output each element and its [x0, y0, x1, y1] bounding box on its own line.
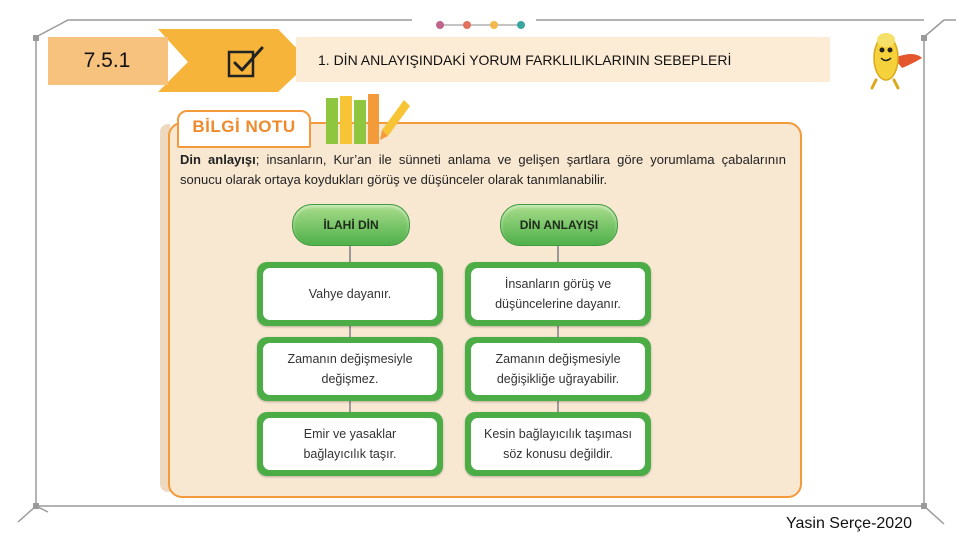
right-item-3-text: Kesin bağlayıcılık taşıması söz konusu değildir. — [471, 418, 645, 470]
left-item-3-text: Emir ve yasaklar bağlayıcılık taşır. — [263, 418, 437, 470]
left-item-3 — [257, 412, 443, 476]
right-column-heading: DİN ANLAYIŞI — [500, 204, 618, 246]
info-tab-label: BİLGİ NOTU — [192, 117, 296, 136]
mascot-icon — [856, 28, 926, 92]
definition-text — [180, 150, 786, 190]
section-number: 7.5.1 — [83, 49, 131, 72]
author-credit: Yasin Serçe-2020 — [786, 515, 912, 532]
left-item-1 — [257, 262, 443, 326]
page-title: 1. DİN ANLAYIŞINDAKİ YORUM FARKLILIKLARININ SEBEPLERİ — [318, 51, 732, 68]
definition-body: ; insanların, Kur’an ile sünneti anlama ve gelişen şartlara göre yorumlama çabalarının sonucu olarak ortaya koydukları görüş ve düşünceler olarak tanımlanabilir. — [180, 152, 787, 187]
right-item-1-text: İnsanların görüş ve düşüncelerine dayanır. — [471, 268, 645, 320]
left-item-2-text: Zamanın değişmesiyle değişmez. — [263, 343, 437, 395]
definition-term: Din anlayışı — [180, 152, 256, 167]
checkbox-check-icon — [226, 44, 266, 80]
right-item-1 — [465, 262, 651, 326]
right-item-3 — [465, 412, 651, 476]
right-item-2-text: Zamanın değişmesiyle değişikliğe uğrayabilir. — [471, 343, 645, 395]
right-item-2 — [465, 337, 651, 401]
left-item-2 — [257, 337, 443, 401]
left-column-heading: İLAHİ DİN — [292, 204, 410, 246]
books-icon — [322, 92, 412, 144]
decor-dots-icon — [436, 21, 525, 29]
left-item-1-text: Vahye dayanır. — [263, 268, 437, 320]
